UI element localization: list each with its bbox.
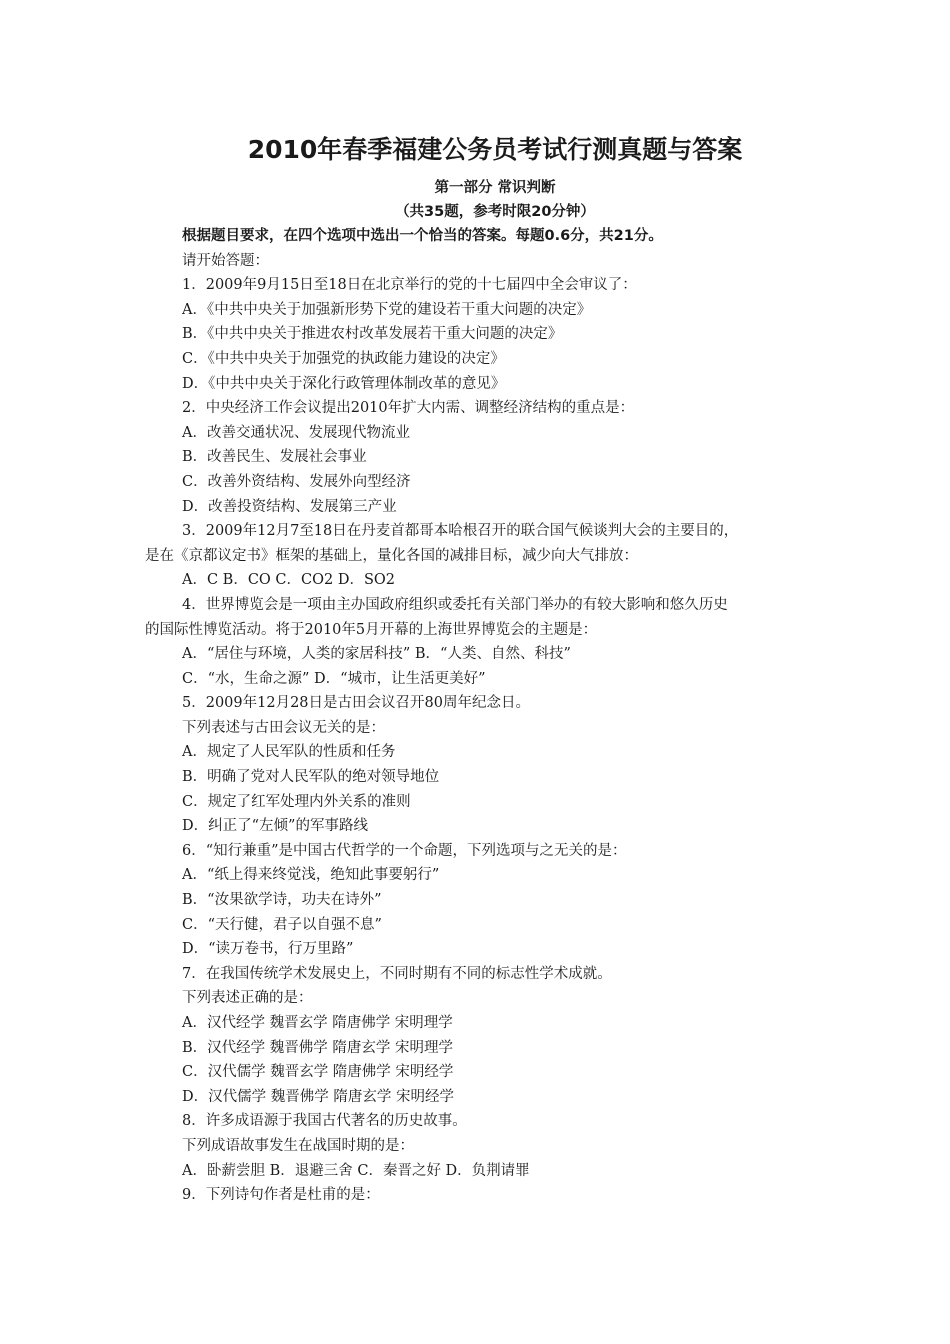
options-inline: C．“水，生命之源” D．“城市，让生活更美好” — [182, 670, 486, 687]
option-a: A．改善交通状况、发展现代物流业 — [182, 424, 410, 441]
options-inline: A．C B．CO C．CO2 D．SO2 — [182, 572, 396, 589]
question-sub-stem: 下列成语故事发生在战国时期的是： — [182, 1137, 414, 1154]
start-prompt: 请开始答题： — [182, 252, 269, 269]
option-c: C．改善外资结构、发展外向型经济 — [182, 473, 411, 490]
question-stem: 4．世界博览会是一项由主办国政府组织或委托有关部门举办的有较大影响和悠久历史 — [182, 596, 728, 613]
option-c: C．规定了红军处理内外关系的准则 — [182, 793, 411, 810]
option-c: C．汉代儒学 魏晋玄学 隋唐佛学 宋明经学 — [182, 1064, 454, 1081]
option-a: A．“纸上得来终觉浅，绝知此事要躬行” — [182, 867, 440, 884]
question-list — [145, 224, 825, 1208]
instruction-text: 根据题目要求，在四个选项中选出一个恰当的答案。每题0.6分，共21分。 — [182, 228, 663, 244]
option-b: B．改善民生、发展社会事业 — [182, 449, 367, 466]
question-sub-stem: 下列表述与古田会议无关的是： — [182, 719, 385, 736]
question-stem: 6．“知行兼重”是中国古代哲学的一个命题，下列选项与之无关的是： — [182, 842, 627, 859]
option-c: C．“天行健，君子以自强不息” — [182, 916, 382, 933]
timing-note: （共35题，参考时限20分钟） — [395, 204, 595, 220]
option-b: B．“汝果欲学诗，功夫在诗外” — [182, 892, 382, 909]
option-d: D．纠正了“左倾”的军事路线 — [182, 818, 368, 835]
question-stem: 2．中央经济工作会议提出2010年扩大内需、调整经济结构的重点是： — [182, 400, 635, 417]
option-a: A．汉代经学 魏晋玄学 隋唐佛学 宋明理学 — [182, 1015, 453, 1031]
option-b: B．汉代经学 魏晋佛学 隋唐玄学 宋明理学 — [182, 1039, 453, 1056]
option-a: A．《中共中央关于加强新形势下党的建设若干重大问题的决定》 — [182, 301, 592, 318]
page-title: 2010年春季福建公务员考试行测真题与答案 — [247, 135, 743, 164]
question-stem: 9．下列诗句作者是杜甫的是： — [182, 1187, 380, 1204]
question-stem: 5．2009年12月28日是古田会议召开80周年纪念日。 — [182, 695, 530, 712]
options-inline: A．卧薪尝胆 B．退避三舍 C．秦晋之好 D．负荆请罪 — [182, 1162, 530, 1179]
options-inline: A．“居住与环境，人类的家居科技” B．“人类、自然、科技” — [182, 646, 571, 663]
question-stem: 1．2009年9月15日至18日在北京举行的党的十七届四中全会审议了： — [182, 277, 637, 294]
question-stem-continued: 的国际性博览活动。将于2010年5月开幕的上海世界博览会的主题是： — [145, 621, 598, 638]
question-stem-continued: 是在《京都议定书》框架的基础上，量化各国的减排目标，减少向大气排放： — [145, 547, 638, 564]
option-a: A．规定了人民军队的性质和任务 — [182, 744, 396, 761]
option-c: C．《中共中央关于加强党的执政能力建设的决定》 — [182, 350, 505, 367]
option-b: B．《中共中央关于推进农村改革发展若干重大问题的决定》 — [182, 326, 563, 343]
question-stem: 8．许多成语源于我国古代著名的历史故事。 — [182, 1113, 467, 1130]
section-heading: 第一部分 常识判断 — [434, 180, 556, 196]
option-d: D．改善投资结构、发展第三产业 — [182, 498, 397, 515]
question-sub-stem: 下列表述正确的是： — [182, 990, 313, 1007]
question-stem: 7．在我国传统学术发展史上，不同时期有不同的标志性学术成就。 — [182, 965, 612, 982]
question-stem: 3．2009年12月7至18日在丹麦首都哥本哈根召开的联合国气候谈判大会的主要目的， — [182, 523, 739, 540]
option-d: D．《中共中央关于深化行政管理体制改革的意见》 — [182, 375, 506, 392]
option-d: D．“读万卷书，行万里路” — [182, 941, 354, 958]
option-d: D．汉代儒学 魏晋佛学 隋唐玄学 宋明经学 — [182, 1088, 454, 1105]
option-b: B．明确了党对人民军队的绝对领导地位 — [182, 769, 440, 786]
